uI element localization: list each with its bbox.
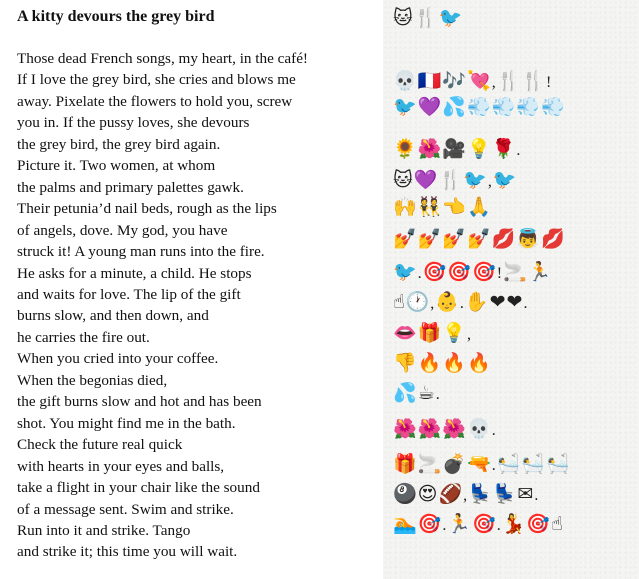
emoji-icon: 👼 bbox=[516, 228, 541, 250]
emoji-icon: 💋 bbox=[491, 228, 516, 250]
emoji-icon: 🐦 bbox=[463, 169, 487, 191]
emoji-icon: 🐱 bbox=[393, 169, 413, 191]
emoji-row bbox=[393, 320, 472, 346]
emoji-icon: 💅 bbox=[467, 228, 491, 250]
emoji-icon: 🔥 bbox=[417, 352, 442, 374]
emoji-icon: 🏃 bbox=[447, 513, 472, 535]
emoji-icon: 🎯 bbox=[472, 513, 496, 535]
emoji-icon: 💺 bbox=[492, 483, 517, 505]
punctuation-mark: . bbox=[491, 422, 496, 439]
emoji-icon: 🎯 bbox=[447, 261, 472, 283]
emoji-icon: 💨 bbox=[491, 96, 516, 118]
poem-line: Those dead French songs, my heart, in the café! bbox=[17, 50, 308, 67]
punctuation-mark: . bbox=[534, 487, 539, 504]
poem-line: and strike it; this time you will wait. bbox=[17, 543, 238, 561]
emoji-icon: 🎁 bbox=[417, 322, 442, 344]
emoji-icon: 💡 bbox=[467, 138, 491, 160]
emoji-icon: 🌺 bbox=[393, 418, 417, 440]
emoji-icon: 💅 bbox=[393, 228, 417, 250]
emoji-icon: 💋 bbox=[541, 228, 565, 250]
emoji-row bbox=[393, 259, 552, 285]
emoji-icon: 🏈 bbox=[438, 483, 463, 505]
poem-line: with hearts in your eyes and balls, bbox=[17, 457, 225, 475]
emoji-icon: ✉ bbox=[517, 483, 534, 505]
punctuation-mark: ! bbox=[496, 265, 503, 282]
emoji-icon: ☝ bbox=[551, 513, 563, 535]
emoji-icon: 💨 bbox=[541, 96, 565, 118]
emoji-icon: 🎯 bbox=[472, 261, 496, 283]
poem-line: struck it! A young man runs into the fire. bbox=[17, 243, 265, 261]
poem-column bbox=[17, 6, 377, 563]
emoji-icon: 🇫🇷 bbox=[417, 70, 442, 92]
emoji-icon: 🎥 bbox=[442, 138, 467, 160]
emoji-icon: 💀 bbox=[393, 70, 417, 92]
poem-line: of angels, dove. My god, you have bbox=[17, 221, 228, 239]
emoji-row bbox=[393, 511, 564, 537]
poem-line: burns slow, and then down, and bbox=[17, 307, 209, 325]
poem-line: shot. You might find me in the bath. bbox=[17, 414, 236, 432]
punctuation-mark: . bbox=[491, 457, 496, 474]
emoji-icon: 🌺 bbox=[417, 418, 442, 440]
emoji-icon: 🌹 bbox=[491, 138, 516, 160]
emoji-icon: 🎯 bbox=[422, 261, 447, 283]
poem-line: and waits for love. The lip of the gift bbox=[17, 285, 241, 303]
poem-line: Run into it and strike. Tango bbox=[17, 521, 191, 539]
emoji-icon: 💺 bbox=[468, 483, 492, 505]
emoji-icon: 🐦 bbox=[393, 261, 417, 283]
emoji-icon: 🔫 bbox=[467, 453, 491, 475]
emoji-icon: 🍴 bbox=[438, 169, 463, 191]
emoji-icon: 🕐 bbox=[405, 291, 430, 313]
emoji-icon: ✋ bbox=[464, 291, 489, 313]
emoji-row bbox=[393, 380, 441, 406]
poem-line: the gift burns slow and hot and has been bbox=[17, 393, 262, 411]
poem-line: If I love the grey bird, she cries and blows me bbox=[17, 71, 296, 89]
emoji-icon: 🏃 bbox=[527, 261, 552, 283]
poem-title: A kitty devours the grey bird bbox=[17, 8, 215, 25]
emoji-icon: 🌺 bbox=[417, 138, 442, 160]
emoji-icon: 💃 bbox=[501, 513, 526, 535]
poem-line: Their petunia’d nail beds, rough as the lips bbox=[17, 200, 277, 218]
emoji-icon: 🛀 bbox=[546, 453, 570, 475]
poem-line: take a flight in your chair like the sound bbox=[17, 479, 260, 497]
punctuation-mark: . bbox=[417, 265, 422, 282]
emoji-icon: ❤ bbox=[506, 291, 523, 313]
emoji-icon: 💨 bbox=[467, 96, 491, 118]
emoji-icon: 💨 bbox=[516, 96, 541, 118]
emoji-icon: 🍴 bbox=[496, 70, 521, 92]
emoji-row bbox=[393, 194, 492, 220]
emoji-icon: 💅 bbox=[417, 228, 442, 250]
punctuation-mark: . bbox=[516, 142, 521, 159]
emoji-row bbox=[393, 481, 539, 507]
emoji-icon: 🚬 bbox=[503, 261, 527, 283]
emoji-icon: 💘 bbox=[467, 70, 491, 92]
punctuation-mark: . bbox=[523, 295, 528, 312]
emoji-row bbox=[393, 94, 566, 120]
emoji-icon: 👯 bbox=[417, 196, 442, 218]
poem-line: you in. If the pussy loves, she devours bbox=[17, 114, 250, 132]
emoji-icon: 🎁 bbox=[393, 453, 417, 475]
punctuation-mark: . bbox=[435, 386, 440, 403]
emoji-icon: 💡 bbox=[442, 322, 467, 344]
emoji-icon: 🎯 bbox=[526, 513, 551, 535]
emoji-row bbox=[393, 226, 566, 252]
emoji-icon: 🍴 bbox=[521, 70, 546, 92]
emoji-icon: ☕ bbox=[417, 382, 435, 404]
emoji-icon: 🙏 bbox=[467, 196, 491, 218]
emoji-icon: ❤ bbox=[489, 291, 506, 313]
emoji-icon: 💜 bbox=[417, 96, 442, 118]
emoji-icon: 👎 bbox=[393, 352, 417, 374]
emoji-icon: 💣 bbox=[442, 453, 467, 475]
poem-line: of a message sent. Swim and strike. bbox=[17, 500, 234, 518]
emoji-icon: 🏊 bbox=[393, 513, 417, 535]
poem-line: away. Pixelate the flowers to hold you, screw bbox=[17, 92, 293, 110]
emoji-icon: 🌺 bbox=[442, 418, 467, 440]
punctuation-mark: , bbox=[467, 326, 472, 343]
emoji-icon: 🔥 bbox=[467, 352, 491, 374]
poem-line: the palms and primary palettes gawk. bbox=[17, 178, 244, 196]
punctuation-mark: , bbox=[430, 295, 435, 312]
emoji-translation-panel bbox=[383, 0, 639, 579]
emoji-icon: 🎱 bbox=[393, 483, 417, 505]
emoji-row bbox=[393, 289, 528, 315]
poem-line: When you cried into your coffee. bbox=[17, 350, 219, 368]
poem-line: Check the future real quick bbox=[17, 436, 183, 454]
emoji-row bbox=[393, 416, 497, 442]
punctuation-mark: . bbox=[496, 517, 501, 534]
emoji-icon: 👈 bbox=[442, 196, 467, 218]
emoji-icon: 👄 bbox=[393, 322, 417, 344]
poem-line: When the begonias died, bbox=[17, 371, 168, 389]
emoji-icon: 🎯 bbox=[417, 513, 442, 535]
emoji-row bbox=[393, 136, 521, 162]
emoji-row bbox=[393, 5, 463, 31]
poem-line: He asks for a minute, a child. He stops bbox=[17, 264, 252, 282]
emoji-icon: 💀 bbox=[467, 418, 491, 440]
emoji-icon: 🐦 bbox=[438, 7, 463, 29]
emoji-icon: 💜 bbox=[413, 169, 438, 191]
emoji-icon: 🐱 bbox=[393, 7, 413, 29]
emoji-icon: 😍 bbox=[417, 483, 438, 505]
emoji-icon: 🌻 bbox=[393, 138, 417, 160]
poem-line: the grey bird, the grey bird again. bbox=[17, 135, 221, 153]
emoji-icon: 🐦 bbox=[393, 96, 417, 118]
punctuation-mark: . bbox=[459, 295, 464, 312]
punctuation-mark: , bbox=[491, 74, 496, 91]
emoji-icon: 💦 bbox=[393, 382, 417, 404]
emoji-row bbox=[393, 350, 492, 376]
emoji-row bbox=[393, 68, 552, 94]
emoji-icon: 🐦 bbox=[492, 169, 517, 191]
emoji-icon: 🍴 bbox=[413, 7, 438, 29]
emoji-icon: 🛀 bbox=[496, 453, 521, 475]
emoji-icon: 💅 bbox=[442, 228, 467, 250]
poem-line: he carries the fire out. bbox=[17, 328, 150, 346]
emoji-icon: 🚬 bbox=[417, 453, 442, 475]
emoji-icon: 👶 bbox=[435, 291, 459, 313]
poem-line: Picture it. Two women, at whom bbox=[17, 157, 216, 175]
punctuation-mark: , bbox=[487, 173, 492, 190]
emoji-icon: 💦 bbox=[442, 96, 467, 118]
emoji-icon: 🔥 bbox=[442, 352, 467, 374]
emoji-icon: 🛀 bbox=[521, 453, 546, 475]
punctuation-mark: ! bbox=[546, 74, 552, 91]
emoji-row bbox=[393, 167, 518, 193]
emoji-icon: 🎶 bbox=[442, 70, 467, 92]
emoji-row bbox=[393, 451, 571, 477]
punctuation-mark: . bbox=[442, 517, 447, 534]
emoji-icon: ☝ bbox=[393, 291, 405, 313]
punctuation-mark: , bbox=[463, 487, 468, 504]
emoji-icon: 🙌 bbox=[393, 196, 417, 218]
